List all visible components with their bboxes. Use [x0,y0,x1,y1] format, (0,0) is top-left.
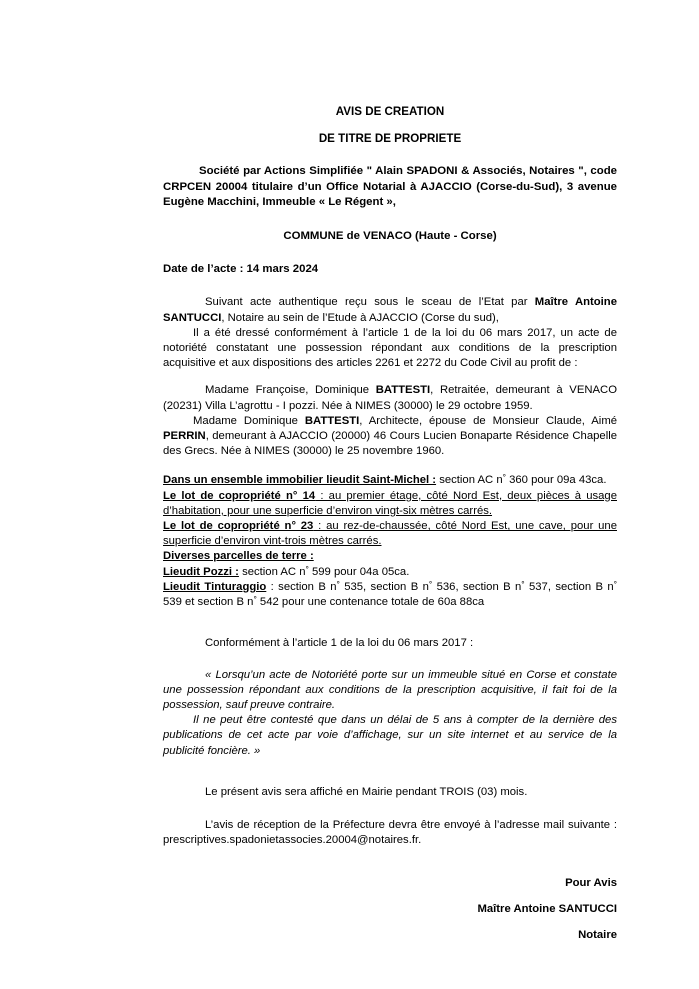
intro-paragraph-2: Il a été dressé conformément à l’article 1 de la loi du 06 mars 2017, un acte de notoriété constatant une possession répondant aux conditions de la prescription acquisitive et aux dispositions des articles 2261 et 2272 du Code Civil au profit de : [163,326,617,370]
intro-paragraph-1 [163,295,617,325]
parcelles-heading-line [163,549,617,564]
notary-office-block: Société par Actions Simplifiée " Alain SPADONI & Associés, Notaires ", code CRPCEN 20004 titulaire d’un Office Notarial à AJACCIO (Corse-du-Sud), 3 avenue Eugène Macchini, Immeuble « Le Régent », [163,165,617,209]
lieudit-pozzi-heading: Lieudit Pozzi : [163,565,239,578]
property-ensemble-heading: Dans un ensemble immobilier lieudit Saint-Michel : [163,474,437,487]
person-surname: BATTESTI [304,414,360,427]
page-title-line-1: AVIS DE CREATION [335,105,445,118]
person-prefix: Madame Dominique [193,414,305,427]
commune-heading: COMMUNE de VENACO (Haute - Corse) [283,229,497,242]
property-ensemble-text-a: section AC n [436,474,503,487]
tinturaggio-text-d: 537, section B n [524,580,614,593]
person-middle-text: , Architecte, épouse de Monsieur Claude, Aimé [359,414,618,427]
parcelles-heading: Diverses parcelles de terre : [163,550,314,563]
intro-notary-name: Maître Antoine SANTUCCI [163,296,617,324]
signature-line-3: Notaire [578,929,617,942]
signature-line-1: Pour Avis [565,877,617,890]
signature-line-2: Maître Antoine SANTUCCI [477,903,617,916]
document-body [163,104,617,954]
lieudit-tinturaggio-heading: Lieudit Tinturaggio [163,580,267,593]
tinturaggio-text-e: 539 et section B n [163,596,254,609]
lot-23-line [163,519,617,549]
lot-14-line [163,489,617,519]
lot-23-heading: Le lot de copropriété n° 23 [163,520,314,533]
degree-sign: ° [428,578,433,589]
intro-text-part-2: , Notaire au sein de l’Etude à AJACCIO (Corse du sud), [221,311,499,324]
page-title-line-2: DE TITRE DE PROPRIETE [318,132,462,145]
degree-sign: ° [305,563,309,574]
person-details: , Retraitée, demeurant à VENACO (20231) Villa L’agrottu - I pozzi. Née à NIMES (30000) le 29 octobre 1959. [163,384,617,412]
lieudit-tinturaggio-line [163,580,617,610]
lieudit-pozzi-line [163,565,617,580]
lieudit-pozzi-text-a: section AC n [238,565,306,578]
act-date: Date de l’acte : 14 mars 2024 [163,263,319,276]
person-entry [163,414,617,460]
property-ensemble-text-b: 360 pour 09a 43ca. [505,474,607,487]
degree-sign: ° [521,578,525,589]
person-entry [163,383,617,413]
tinturaggio-text-b: 535, section B n [339,580,429,593]
tinturaggio-text-c: 536, section B n [432,580,522,593]
degree-sign: ° [336,578,340,589]
lieudit-pozzi-text-b: 599 pour 04a 05ca. [308,565,410,578]
tinturaggio-text-a: : section B n [266,580,337,593]
affichage-paragraph: Le présent avis sera affiché en Mairie pendant TROIS (03) mois. [205,785,528,798]
intro-text-part-1: Suivant acte authentique reçu sous le sceau de l’Etat par [205,296,535,309]
spouse-surname: PERRIN [163,430,206,443]
legal-quote-paragraph-2: Il ne peut être contesté que dans un délai de 5 ans à compter de la dernière des publications de cet acte par voie d’affichage, sur un site internet et au service de la publicité foncière. » [163,714,617,757]
person-surname: BATTESTI [375,384,431,397]
person-details: , demeurant à AJACCIO (20000) 46 Cours Lucien Bonaparte Résidence Chapelle des Grecs. Née à NIMES (30000) le 25 novembre 1960. [163,430,617,458]
lot-23-description: : au rez-de-chaussée, côté Nord Est, une cave, pour une superficie d’environ vint-trois mètres carrés. [163,520,617,548]
conformite-line: Conformément à l’article 1 de la loi du 06 mars 2017 : [205,637,474,650]
prefecture-paragraph: L’avis de réception de la Préfecture devra être envoyé à l’adresse mail suivante : prescriptives.spadonietassocies.20004@notaires.fr. [163,818,617,847]
lot-14-heading: Le lot de copropriété n° 14 [163,489,316,502]
degree-sign: ° [253,593,257,604]
person-prefix: Madame Françoise, Dominique [205,384,376,397]
degree-sign: ° [502,472,506,483]
property-ensemble-line [163,473,617,488]
lot-14-description: : au premier étage, côté Nord Est, deux pièces à usage d’habitation, pour une superficie d’environ vingt-six mètres carrés. [163,489,617,517]
legal-quote-paragraph-1: « Lorsqu’un acte de Notoriété porte sur un immeuble situé en Corse et constate une possession répondant aux conditions de la prescription acquisitive, il fait foi de la possession, sauf preuve contraire. [163,668,617,711]
tinturaggio-text-f: 542 pour une contenance totale de 60a 88ca [256,596,485,609]
degree-sign: ° [613,578,618,589]
